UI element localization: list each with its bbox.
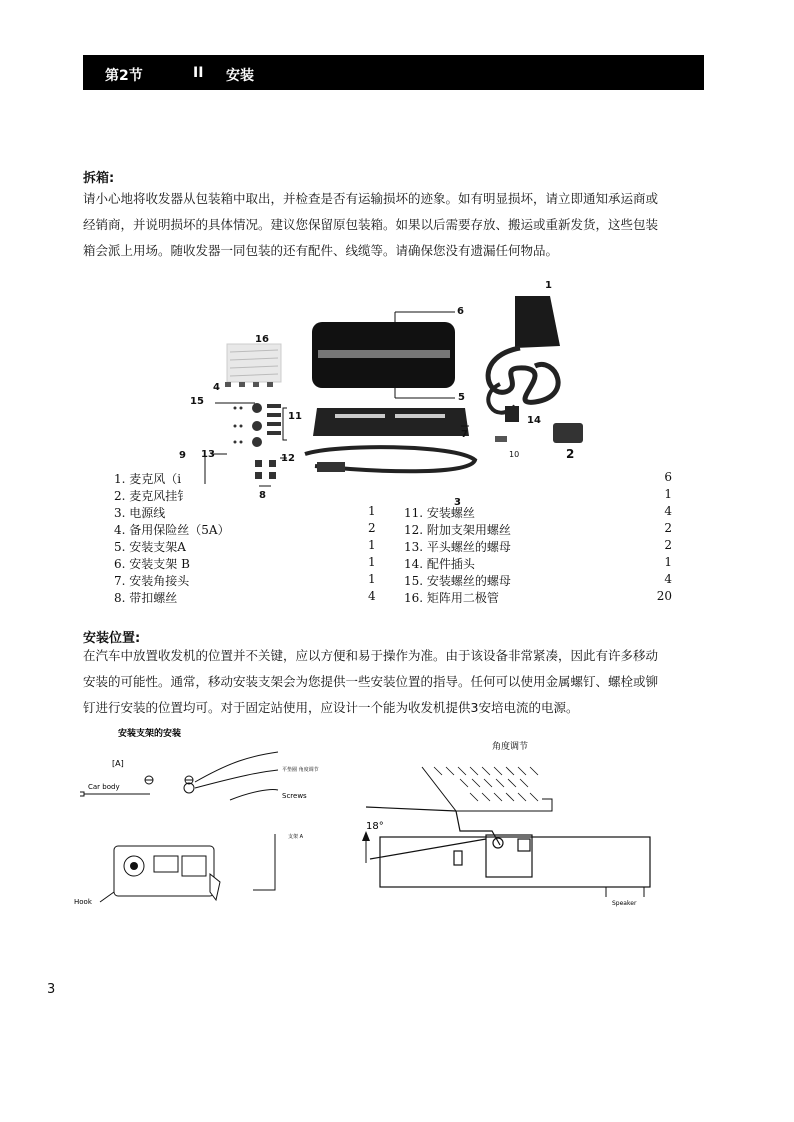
accessory-plug-image: [505, 406, 519, 422]
callout-14: 14: [527, 415, 541, 426]
callout-12: 12: [281, 453, 295, 464]
washer-label: 平垫圈 角度调节: [282, 767, 319, 773]
accessories-figure: [175, 276, 625, 508]
location-paragraph: [83, 643, 698, 721]
callout-9: 9: [179, 450, 186, 461]
diode-pack-image: [227, 344, 281, 382]
callout-3: 3: [454, 497, 461, 508]
hook-label: Hook: [74, 898, 92, 906]
part-qty: 20: [656, 589, 672, 603]
paragraph-line: 在汽车中放置收发机的位置并不关键，应以方便和易于操作为准。由于该设备非常紧凑，因此有许多移动: [83, 648, 659, 663]
parts-row: [110, 521, 680, 538]
part-qty: 2: [368, 521, 376, 535]
part-name: 13. 平头螺丝的螺母: [404, 540, 511, 554]
callout-8: 8: [259, 490, 266, 501]
angle-value: 18°: [366, 821, 384, 832]
section-header-bar: [83, 55, 704, 90]
bracket-diagram-title: 安装支架的安装: [118, 729, 182, 739]
part-name: 5. 安装支架A: [114, 540, 186, 554]
parts-row: [110, 538, 680, 555]
part-qty: 6: [664, 470, 672, 484]
callout-10: 10: [509, 450, 520, 459]
angle-adjust-diagram: [360, 735, 660, 915]
angle-diagram-title: 角度调节: [492, 742, 529, 752]
parts-row: [110, 555, 680, 572]
part-qty: 1: [664, 555, 672, 569]
unpacking-heading: 拆箱:: [83, 171, 115, 186]
part-qty: 4: [368, 589, 376, 603]
part-name: 11. 安装螺丝: [404, 506, 475, 520]
radio-side-view: [366, 807, 650, 887]
callout-1: 1: [545, 280, 552, 291]
dashboard-hatch: [434, 767, 538, 801]
part-qty: 1: [664, 487, 672, 501]
part-qty: 1: [368, 572, 376, 586]
unpacking-paragraph: [83, 186, 698, 264]
parts-row: [110, 572, 680, 589]
paragraph-line: 箱会派上用场。随收发器一同包装的还有配件、线缆等。请确保您没有遗漏任何物品。: [83, 243, 559, 258]
part-name: 12. 附加支架用螺丝: [404, 523, 511, 537]
part-name: 4. 备用保险丝（5A）: [114, 523, 230, 537]
part-name: 8. 带扣螺丝: [114, 591, 178, 605]
part-name: 16. 矩阵用二极管: [404, 591, 499, 605]
callout-2: 2: [566, 447, 575, 461]
part-name: 14. 配件插头: [404, 557, 475, 571]
microphone-image: [515, 296, 560, 348]
parts-row: [110, 487, 680, 504]
parts-row: [110, 589, 680, 606]
callout-15: 15: [190, 396, 204, 407]
section-number: 第2节: [105, 68, 143, 84]
part-qty: 2: [664, 521, 672, 535]
section-title: 安装: [226, 68, 254, 84]
part-name: 3. 电源线: [114, 506, 166, 520]
part-qty: 1: [368, 504, 376, 518]
bracket-a-label: 支架 A: [288, 834, 304, 840]
bracket-label-a: [A]: [112, 759, 124, 768]
part-name: 6. 安装支架 B: [114, 557, 190, 571]
callout-16: 16: [255, 334, 269, 345]
radio-front-image: [100, 846, 220, 902]
bracket-install-diagram: [70, 722, 350, 912]
part-name: 7. 安装角接头: [114, 574, 190, 588]
spare-fuses-image: [225, 382, 273, 387]
screws-and-nuts-image: [234, 403, 282, 479]
callout-13: 13: [201, 449, 215, 460]
part-name: 2. 麦克风挂钅: [114, 489, 190, 503]
part-qty: 1: [368, 538, 376, 552]
location-heading: 安装位置:: [83, 631, 141, 646]
part-qty: 1: [368, 555, 376, 569]
callout-11: 11: [288, 411, 302, 422]
part-qty: 4: [664, 504, 672, 518]
paragraph-line: 钉进行安装的位置均可。对于固定站使用，应设计一个能为收发机提供3安培电流的电源。: [83, 700, 579, 715]
paragraph-line: 请小心地将收发器从包装箱中取出，并检查是否有运输损坏的迹象。如有明显损坏，请立即通知承运商或: [83, 191, 659, 206]
part-qty: 2: [664, 538, 672, 552]
screws-label: Screws: [282, 792, 307, 800]
page-number: 3: [47, 982, 56, 997]
mounting-bracket-image: [313, 408, 469, 436]
car-body-label: Car body: [88, 783, 120, 791]
part-qty: 4: [664, 572, 672, 586]
paragraph-line: 经销商，并说明损坏的具体情况。建议您保留原包装箱。如果以后需要存放、搬运或重新发货，这些包装: [83, 217, 659, 232]
part-name: 15. 安装螺丝的螺母: [404, 574, 511, 588]
speaker-label: Speaker: [612, 900, 637, 907]
callout-7: 7: [461, 429, 468, 440]
parts-row: [110, 504, 680, 521]
part-name: 1. 麦克风（i: [114, 472, 182, 486]
callout-4: 4: [213, 382, 220, 393]
parts-row: [110, 470, 680, 487]
callout-5: 5: [458, 392, 465, 403]
callout-6: 6: [457, 306, 464, 317]
mic-hanger-image: [553, 423, 583, 443]
section-roman: II: [193, 65, 204, 81]
paragraph-line: 安装的可能性。通常，移动安装支架会为您提供一些安装位置的指导。任何可以使用金属螺钉、螺栓或铆: [83, 674, 659, 689]
